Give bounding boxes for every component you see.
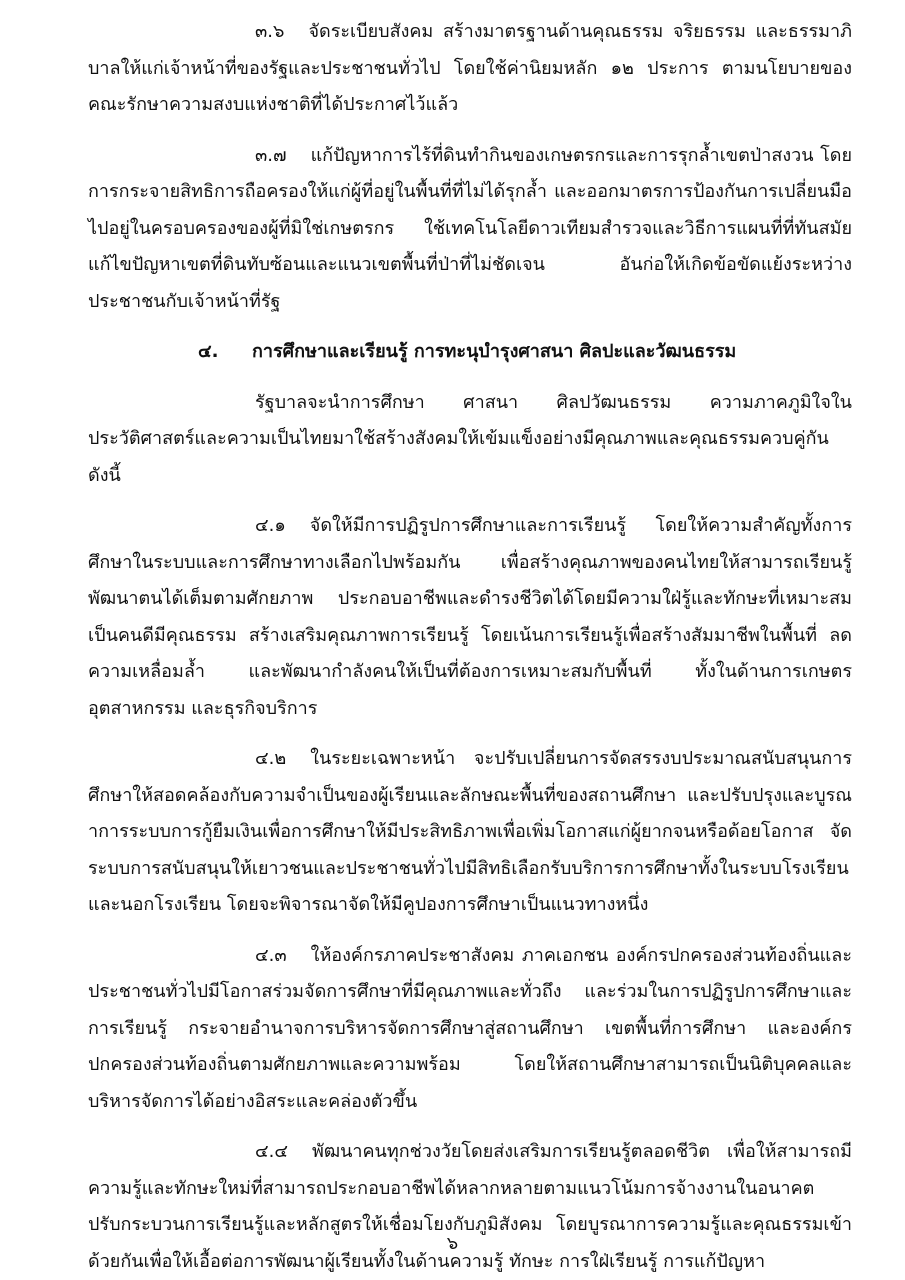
item-number: ๔.๑ [255, 515, 286, 536]
item-number: ๔.๓ [255, 944, 287, 966]
section-number: ๔. [198, 341, 219, 362]
item-number: ๓.๗ [255, 144, 287, 166]
paragraph-text: แก้ปัญหาการไร้ที่ดินทำกินของเกษตรกรและการรุกล้ำเขตป่าสงวน โดยการกระจายสิทธิการถือครองให้แก่ผู้ที่อยู่ในพื้นที่ที่ไม่ได้รุกล้ำ และออกมาตรการป้องกันการเปลี่ยนมือไปอยู่ในครอบครองของผู้ที่มิใช่เกษตรกร ใช้เทคโนโลยีดาวเทียมสำรวจและวิธีการแผนที่ที่ทันสมัย แก้ไขปัญหาเขตที่ดินทับซ้อนและแนวเขตพื้นที่ป่าที่ไม่ชัดเจน อันก่อให้เกิดข้อขัดแย้งระหว่างประชาชนกับเจ้าหน้าที่รัฐ [88, 144, 852, 312]
page-number: ๖ [446, 1233, 459, 1254]
item-number: ๔.๒ [255, 748, 287, 769]
paragraph-text: พัฒนาคนทุกช่วงวัยโดยส่งเสริมการเรียนรู้ตลอดชีวิต เพื่อให้สามารถมีความรู้และทักษะใหม่ที่สามารถประกอบอาชีพได้หลากหลายตามแนวโน้มการจ้างงานในอนาคต ปรับกระบวนการเรียนรู้และหลักสูตรให้เชื่อมโยงกับภูมิสังคม โดยบูรณาการความรู้และคุณธรรมเข้าด้วยกันเพื่อให้เอื้อต่อการพัฒนาผู้เรียนทั้งในด้านความรู้ ทักษะ การใฝ่เรียนรู้ การแก้ปัญหา [88, 1141, 852, 1272]
paragraph-text: จัดให้มีการปฏิรูปการศึกษาและการเรียนรู้ โดยให้ความสำคัญทั้งการศึกษาในระบบและการศึกษาทางเลือกไปพร้อมกัน เพื่อสร้างคุณภาพของคนไทยให้สามารถเรียนรู้ พัฒนาตนได้เต็มตามศักยภาพ ประกอบอาชีพและดำรงชีวิตได้โดยมีความใฝ่รู้และทักษะที่เหมาะสม เป็นคนดีมีคุณธรรม สร้างเสริมคุณภาพการเรียนรู้ โดยเน้นการเรียนรู้เพื่อสร้างสัมมาชีพในพื้นที่ ลดความเหลื่อมล้ำ และพัฒนากำลังคนให้เป็นที่ต้องการเหมาะสมกับพื้นที่ ทั้งในด้านการเกษตร อุตสาหกรรม และธุรกิจบริการ [88, 515, 852, 719]
paragraph-text: ให้องค์กรภาคประชาสังคม ภาคเอกชน องค์กรปกครองส่วนท้องถิ่นและประชาชนทั่วไปมีโอกาสร่วมจัดการศึกษาที่มีคุณภาพและทั่วถึง และร่วมในการปฏิรูปการศึกษาและการเรียนรู้ กระจายอำนาจการบริหารจัดการศึกษาสู่สถานศึกษา เขตพื้นที่การศึกษา และองค์กรปกครองส่วนท้องถิ่นตามศักยภาพและความพร้อม โดยให้สถานศึกษาสามารถเป็นนิติบุคคลและบริหารจัดการได้อย่างอิสระและคล่องตัวขึ้น [88, 944, 852, 1112]
section-4-intro [88, 385, 852, 495]
paragraph-3-6 [88, 14, 852, 124]
paragraph-text: ในระยะเฉพาะหน้า จะปรับเปลี่ยนการจัดสรรงบประมาณสนับสนุนการศึกษาให้สอดคล้องกับความจำเป็นของผู้เรียนและลักษณะพื้นที่ของสถานศึกษา และปรับปรุงและบูรณาการระบบการกู้ยืมเงินเพื่อการศึกษาให้มีประสิทธิภาพเพื่อเพิ่มโอกาสแก่ผู้ยากจนหรือด้อยโอกาส จัดระบบการสนับสนุนให้เยาวชนและประชาชนทั่วไปมีสิทธิเลือกรับบริการการศึกษาทั้งในระบบโรงเรียนและนอกโรงเรียน โดยจะพิจารณาจัดให้มีคูปองการศึกษาเป็นแนวทางหนึ่ง [88, 748, 852, 915]
paragraph-3-7 [88, 138, 852, 321]
paragraph-4-1 [88, 508, 852, 727]
paragraph-text: จัดระเบียบสังคม สร้างมาตรฐานด้านคุณธรรม จริยธรรม และธรรมาภิบาลให้แก่เจ้าหน้าที่ของรัฐและประชาชนทั่วไป โดยใช้ค่านิยมหลัก ๑๒ ประการ ตามนโยบายของคณะรักษาความสงบแห่งชาติที่ได้ประกาศไว้แล้ว [88, 21, 852, 115]
paragraph-text: รัฐบาลจะนำการศึกษา ศาสนา ศิลปวัฒนธรรม ความภาคภูมิใจในประวัติศาสตร์และความเป็นไทยมาใช้สร้างสังคมให้เข้มแข็งอย่างมีคุณภาพและคุณธรรมควบคู่กันดังนี้ [88, 391, 852, 486]
paragraph-4-2 [88, 741, 852, 924]
document-page [88, 14, 852, 1280]
paragraph-4-4 [88, 1134, 852, 1280]
paragraph-4-3 [88, 938, 852, 1121]
item-number: ๔.๔ [255, 1141, 288, 1162]
section-title: การศึกษาและเรียนรู้ การทะนุบำรุงศาสนา ศิลปะและวัฒนธรรม [252, 341, 737, 362]
section-4-heading [88, 334, 852, 371]
item-number: ๓.๖ [255, 21, 285, 42]
